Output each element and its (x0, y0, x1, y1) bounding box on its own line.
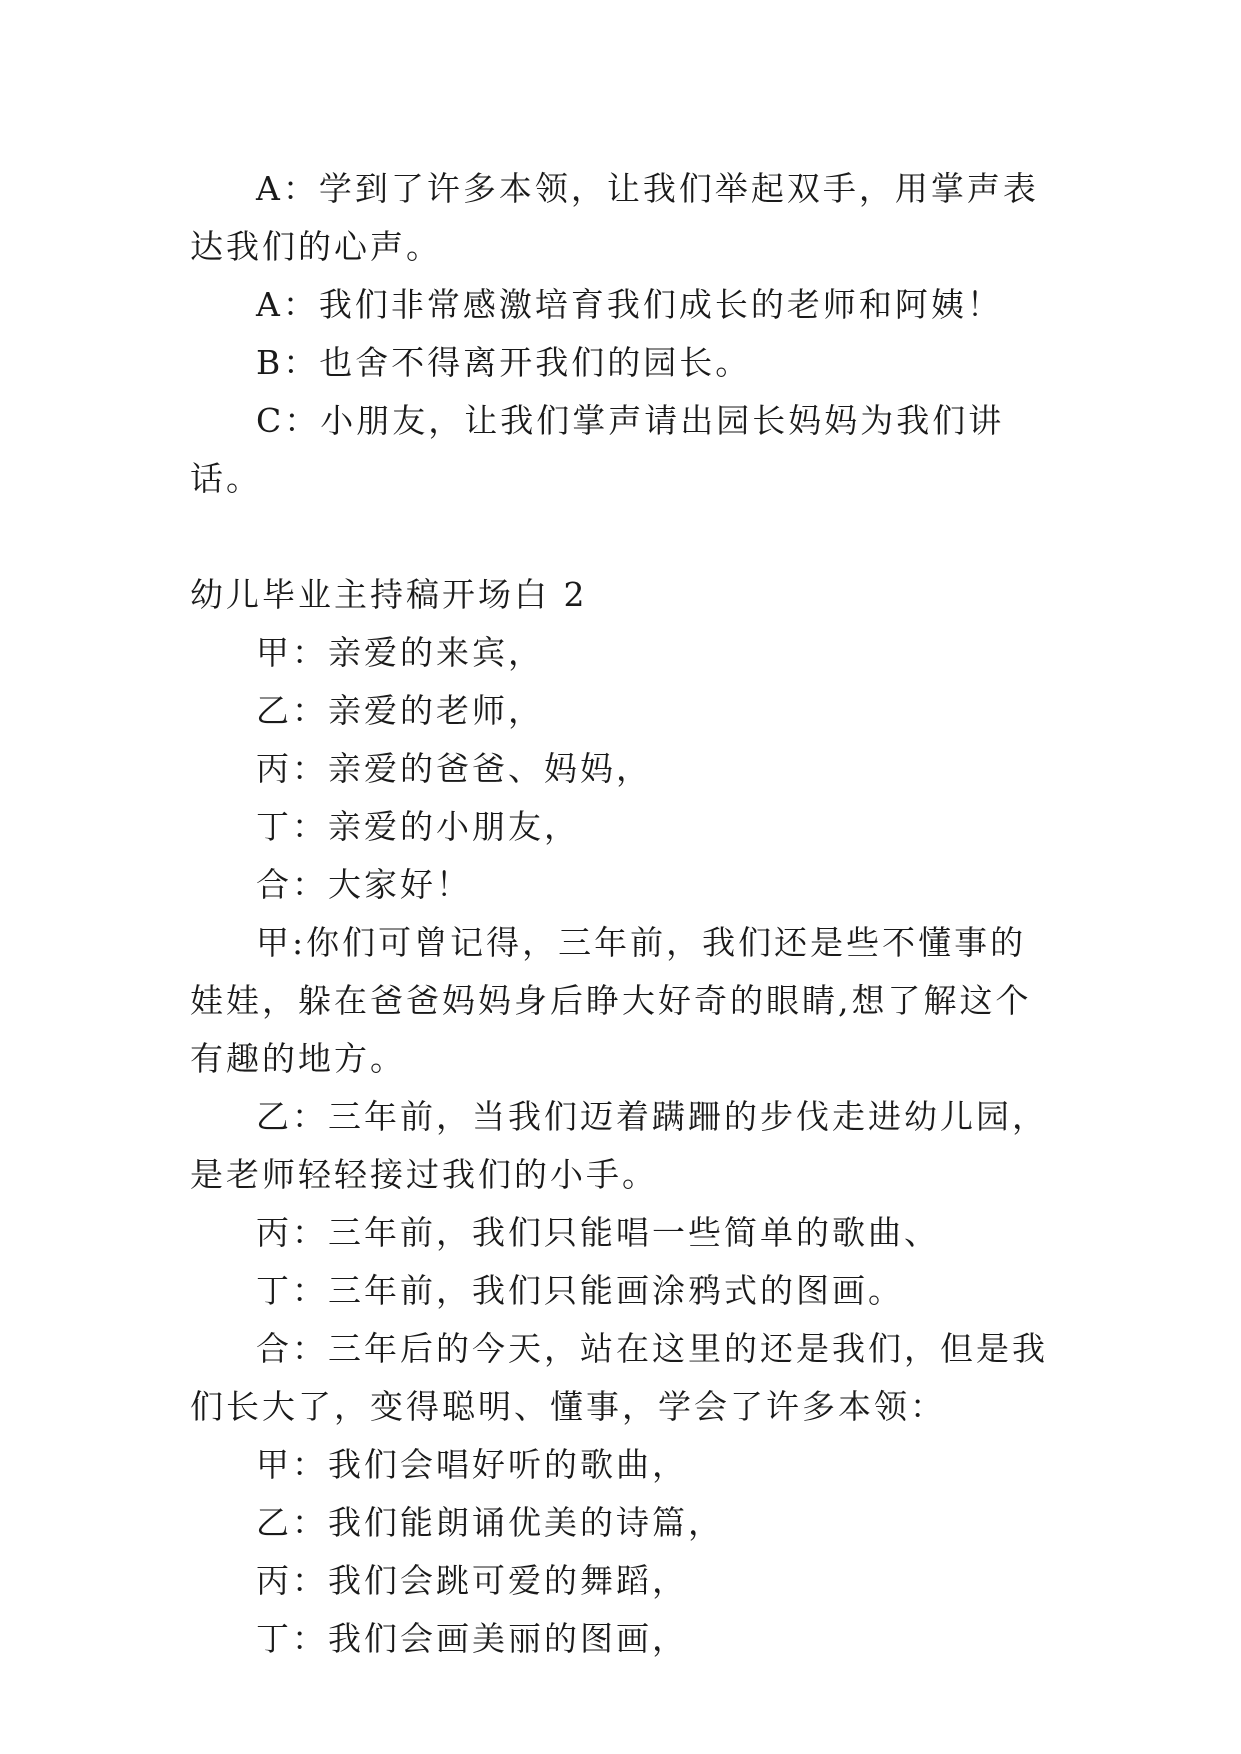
paragraph: 丙：三年前，我们只能唱一些简单的歌曲、 (256, 1213, 940, 1252)
section-title: 幼儿毕业主持稿开场白 2 (190, 575, 588, 614)
document-page (190, 160, 1060, 1668)
paragraph: 丁：三年前，我们只能画涂鸦式的图画。 (256, 1271, 904, 1310)
paragraph: 乙：亲爱的老师， (256, 691, 544, 730)
paragraph: B：也舍不得离开我们的园长。 (256, 343, 752, 382)
paragraph: 丁：亲爱的小朋友， (256, 807, 580, 846)
section-spacer (190, 508, 1060, 566)
paragraph: A：我们非常感激培育我们成长的老师和阿姨！ (256, 285, 1003, 324)
paragraph: 甲:你们可曾记得，三年前，我们还是些不懂事的娃娃，躲在爸爸妈妈身后睁大好奇的眼睛,想了解这个有趣的地方。 (190, 923, 1032, 1078)
paragraph: 丙：亲爱的爸爸、妈妈， (256, 749, 652, 788)
paragraph: 甲：我们会唱好听的歌曲， (256, 1445, 688, 1484)
paragraph: 甲：亲爱的来宾， (256, 633, 544, 672)
paragraph: 合：三年后的今天，站在这里的还是我们，但是我们长大了，变得聪明、懂事，学会了许多本领： (190, 1329, 1048, 1426)
paragraph: 乙：我们能朗诵优美的诗篇， (256, 1503, 724, 1542)
paragraph: 丁：我们会画美丽的图画， (256, 1619, 688, 1658)
paragraph: C：小朋友，让我们掌声请出园长妈妈为我们讲话。 (190, 401, 1005, 498)
paragraph: 乙：三年前，当我们迈着蹒跚的步伐走进幼儿园，是老师轻轻接过我们的小手。 (190, 1097, 1048, 1194)
paragraph: A：学到了许多本领，让我们举起双手，用掌声表达我们的心声。 (190, 169, 1039, 266)
paragraph: 丙：我们会跳可爱的舞蹈， (256, 1561, 688, 1600)
paragraph: 合：大家好！ (256, 865, 472, 904)
